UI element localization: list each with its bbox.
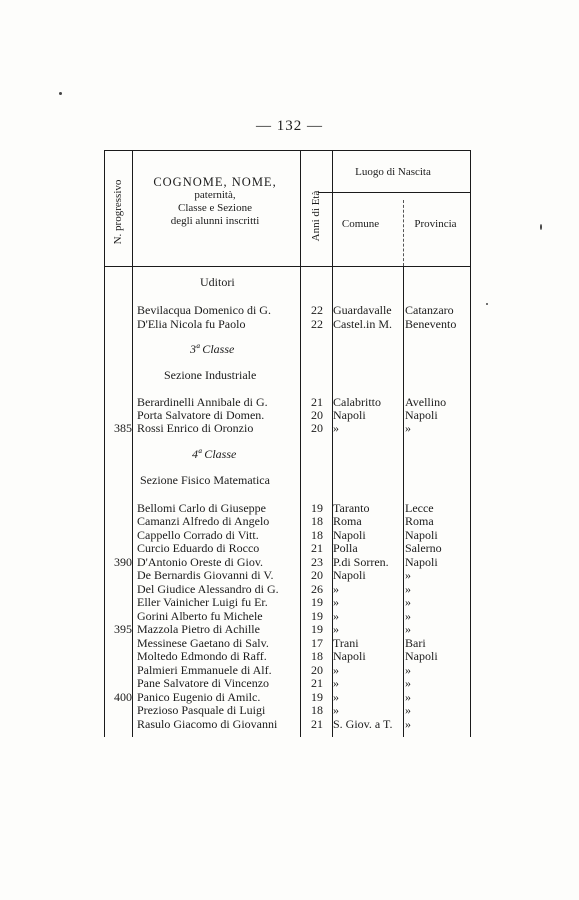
header-luogo: Luogo di Nascita [355,166,431,178]
row-age: 20 [311,421,323,435]
row-comune: » [333,595,339,609]
row-comune: » [333,582,339,596]
row-number: 400 [114,690,132,704]
row-age: 21 [311,717,323,731]
row-name: Berardinelli Annibale di G. [137,395,268,409]
row-comune: » [333,663,339,677]
row-age: 19 [311,622,323,636]
section-classe-4: 4ª Classe [192,447,237,461]
header-name-block [132,176,298,228]
header-eta: Anni di Età [310,190,322,242]
row-name: Bevilacqua Domenico di G. [137,303,271,317]
row-name: Bellomi Carlo di Giuseppe [137,501,266,515]
row-provincia: » [405,703,411,717]
row-provincia: » [405,582,411,596]
row-provincia: Benevento [405,317,457,331]
row-age: 19 [311,609,323,623]
luogo-rule [318,192,470,193]
row-name: Palmieri Emmanuele di Alf. [137,663,272,677]
row-provincia: Catanzaro [405,303,454,317]
row-age: 19 [311,501,323,515]
row-age: 20 [311,408,323,422]
page-number: — 132 — [256,118,323,134]
row-age: 22 [311,303,323,317]
row-age: 23 [311,555,323,569]
row-age: 18 [311,649,323,663]
row-age: 22 [311,317,323,331]
row-comune: » [333,421,339,435]
row-provincia: » [405,622,411,636]
row-provincia: Avellino [405,395,447,409]
row-number: 395 [114,622,132,636]
row-age: 26 [311,582,323,596]
row-comune: Napoli [333,408,366,422]
row-comune: » [333,703,339,717]
row-provincia: Napoli [405,408,438,422]
row-provincia: » [405,717,411,731]
header-comune: Comune [341,218,380,230]
row-name: Porta Salvatore di Domen. [137,408,265,422]
row-name: Moltedo Edmondo di Raff. [137,649,267,663]
row-name: Curcio Eduardo di Rocco [137,541,260,555]
row-provincia: Salerno [405,541,442,555]
row-age: 21 [311,676,323,690]
row-name: De Bernardis Giovanni di V. [137,568,274,582]
row-provincia: Lecce [405,501,434,515]
header-provincia: Provincia [414,218,457,230]
row-provincia: » [405,663,411,677]
row-comune: Trani [333,636,359,650]
row-comune: Napoli [333,568,366,582]
row-name: Gorini Alberto fu Michele [137,609,263,623]
row-name: Camanzi Alfredo di Angelo [137,514,270,528]
row-comune: Calabritto [333,395,381,409]
row-number: 385 [114,421,132,435]
row-name: D'Elia Nicola fu Paolo [137,317,246,331]
row-comune: S. Giov. a T. [333,717,393,731]
row-age: 19 [311,690,323,704]
row-age: 20 [311,663,323,677]
row-name: Mazzola Pietro di Achille [137,622,260,636]
row-age: 18 [311,703,323,717]
row-provincia: » [405,609,411,623]
header-name-line1: COGNOME, NOME, [153,175,277,189]
row-age: 19 [311,595,323,609]
row-provincia: Bari [405,636,426,650]
row-provincia: » [405,421,411,435]
row-provincia: » [405,595,411,609]
header-progressivo: N. progressivo [112,179,124,245]
row-provincia: Napoli [405,555,438,569]
row-comune: Napoli [333,649,366,663]
row-age: 17 [311,636,323,650]
row-name: Eller Vainicher Luigi fu Er. [137,595,268,609]
row-provincia: » [405,690,411,704]
row-comune: P.di Sorren. [333,555,389,569]
header-name-line4: degli alunni inscritti [170,215,260,227]
row-comune: » [333,609,339,623]
row-age: 18 [311,528,323,542]
row-age: 18 [311,514,323,528]
row-comune: » [333,690,339,704]
comune-col-rule [403,266,404,737]
section-classe-3: 3ª Classe [190,342,235,356]
header-bottom-rule [104,266,470,267]
table-top-rule [104,150,470,151]
row-comune: Guardavalle [333,303,392,317]
row-provincia: Napoli [405,649,438,663]
row-age: 21 [311,395,323,409]
row-comune: Napoli [333,528,366,542]
scan-speck [540,224,542,230]
row-provincia: Roma [405,514,434,528]
row-name: Panico Eugenio di Amilc. [137,690,261,704]
section-industriale: Sezione Industriale [164,368,257,382]
scan-speck [59,92,62,95]
table-right-rule [470,150,471,737]
row-comune: » [333,622,339,636]
row-name: Messinese Gaetano di Salv. [137,636,269,650]
row-provincia: » [405,676,411,690]
row-name: Rossi Enrico di Oronzio [137,421,254,435]
row-provincia: » [405,568,411,582]
row-comune: Roma [333,514,362,528]
row-name: D'Antonio Oreste di Giov. [137,555,264,569]
row-provincia: Napoli [405,528,438,542]
section-fisico-matematica: Sezione Fisico Matematica [140,473,270,487]
section-uditori: Uditori [200,275,235,289]
row-comune: » [333,676,339,690]
row-number: 390 [114,555,132,569]
row-name: Prezioso Pasquale di Luigi [137,703,266,717]
row-name: Cappello Corrado di Vitt. [137,528,259,542]
comune-col-rule-header [403,200,404,266]
table-left-rule [104,150,105,737]
row-age: 21 [311,541,323,555]
row-name: Rasulo Giacomo di Giovanni [137,717,278,731]
header-name-line3: Classe e Sezione [178,202,252,214]
row-comune: Castel.in M. [333,317,392,331]
row-name: Pane Salvatore di Vincenzo [137,676,270,690]
row-name: Del Giudice Alessandro di G. [137,582,279,596]
name-col-rule [300,150,301,737]
row-comune: Taranto [333,501,370,515]
row-age: 20 [311,568,323,582]
header-name-line2: paternità, [194,189,236,201]
scan-speck [486,303,488,305]
row-comune: Polla [333,541,358,555]
num-col-rule [132,150,133,737]
